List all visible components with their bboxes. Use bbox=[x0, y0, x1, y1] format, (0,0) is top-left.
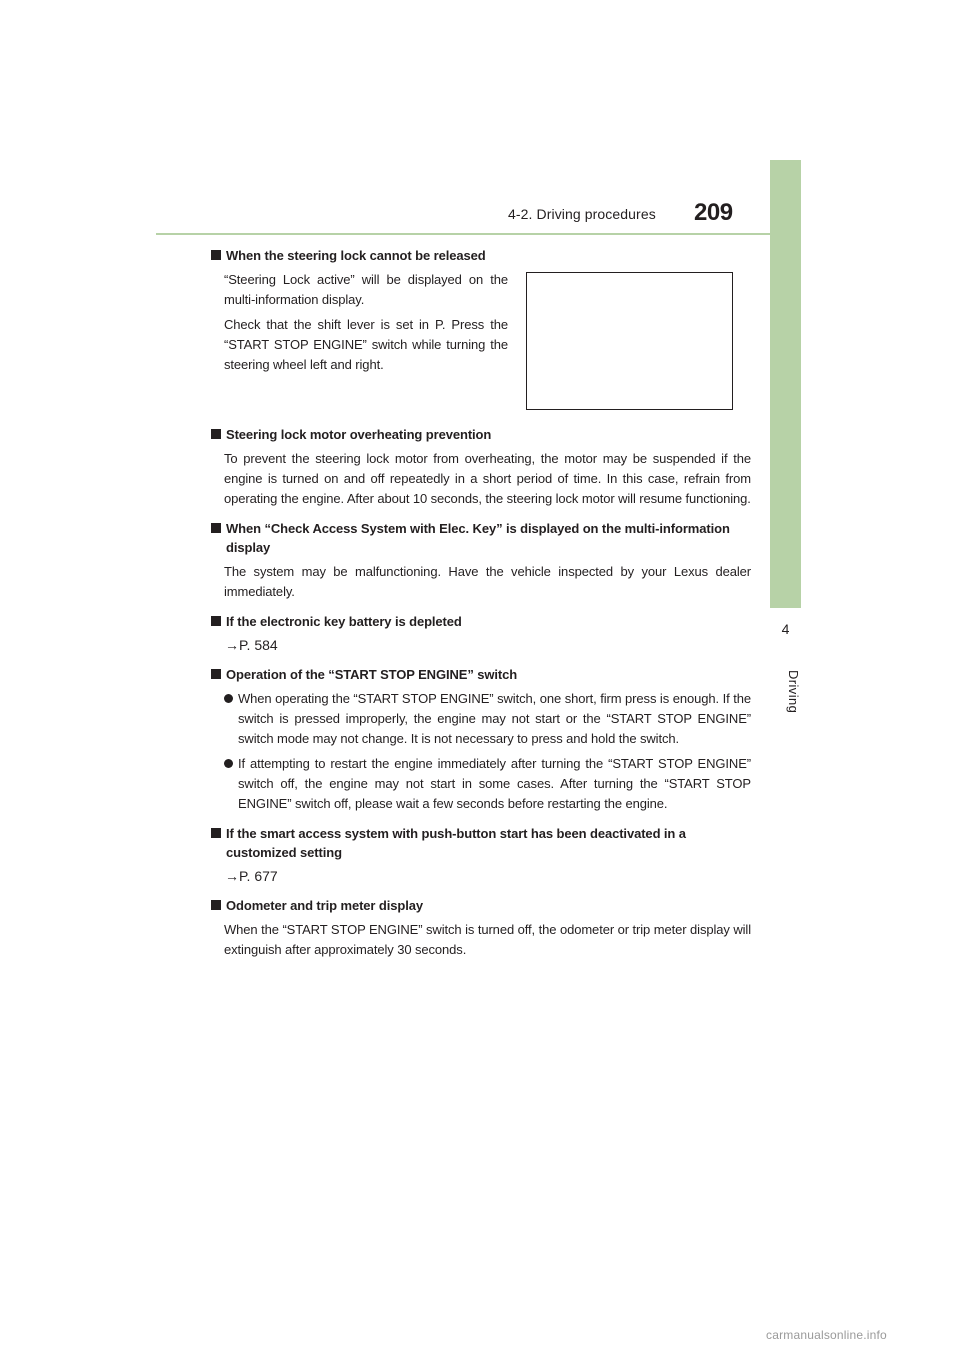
page-content bbox=[211, 246, 751, 960]
bullet-item: When operating the “START STOP ENGINE” switch, one short, firm press is enough. If the switch is pressed improperly, the engine may not start or the “START STOP ENGINE” switch mode may not change. It is not necessary to press and hold the switch. bbox=[211, 689, 751, 749]
square-bullet-icon bbox=[211, 669, 221, 679]
circle-bullet-icon bbox=[224, 694, 233, 703]
page-reference: →P. 584 bbox=[225, 637, 278, 653]
note-paragraph: The system may be malfunctioning. Have the vehicle inspected by your Lexus dealer immediately. bbox=[224, 564, 751, 599]
bullet-item: If attempting to restart the engine immediately after turning the “START STOP ENGINE” switch off, the engine may not start in some cases. After turning the “START STOP ENGINE” switch off, please wait a few seconds before restarting the engine. bbox=[211, 754, 751, 814]
square-bullet-icon bbox=[211, 900, 221, 910]
note-heading: If the electronic key battery is depleted bbox=[211, 612, 751, 631]
square-bullet-icon bbox=[211, 429, 221, 439]
square-bullet-icon bbox=[211, 828, 221, 838]
note-odometer-display bbox=[211, 896, 751, 960]
watermark: carmanualsonline.info bbox=[766, 1328, 887, 1342]
square-bullet-icon bbox=[211, 616, 221, 626]
note-heading: When the steering lock cannot be released bbox=[211, 246, 751, 265]
note-paragraph: To prevent the steering lock motor from overheating, the motor may be suspended if the engine is turned on and off repeatedly in a short period of time. In this case, refrain from operating the engine. After about 10 seconds, the steering lock motor will resume functioning. bbox=[224, 451, 751, 506]
note-heading: If the smart access system with push-button start has been deactivated in a customized setting bbox=[211, 824, 751, 862]
note-heading: Operation of the “START STOP ENGINE” switch bbox=[211, 665, 751, 684]
page-reference: →P. 677 bbox=[225, 868, 278, 884]
note-smart-access-deactivated bbox=[211, 824, 751, 886]
note-switch-operation bbox=[211, 665, 751, 814]
note-paragraph: “Steering Lock active” will be displayed on the multi-information display. bbox=[224, 272, 508, 307]
note-key-battery-depleted bbox=[211, 612, 751, 655]
chapter-number: 4 bbox=[781, 621, 790, 637]
note-paragraph: Check that the shift lever is set in P. Press the “START STOP ENGINE” switch while turning the steering wheel left and right. bbox=[224, 317, 508, 372]
chapter-tab bbox=[770, 160, 801, 608]
note-heading: When “Check Access System with Elec. Key” is displayed on the multi-information display bbox=[211, 519, 751, 557]
note-steering-lock-release bbox=[211, 246, 751, 375]
section-title: 4-2. Driving procedures bbox=[508, 206, 656, 222]
page-number: 209 bbox=[694, 199, 733, 226]
note-heading: Steering lock motor overheating prevention bbox=[211, 425, 751, 444]
circle-bullet-icon bbox=[224, 759, 233, 768]
note-heading: Odometer and trip meter display bbox=[211, 896, 751, 915]
chapter-label: Driving bbox=[786, 670, 801, 714]
header-divider bbox=[156, 233, 772, 235]
square-bullet-icon bbox=[211, 250, 221, 260]
note-check-access-system bbox=[211, 519, 751, 602]
note-paragraph: When the “START STOP ENGINE” switch is turned off, the odometer or trip meter display will extinguish after approximately 30 seconds. bbox=[224, 922, 751, 957]
square-bullet-icon bbox=[211, 523, 221, 533]
note-steering-lock-overheating bbox=[211, 425, 751, 509]
